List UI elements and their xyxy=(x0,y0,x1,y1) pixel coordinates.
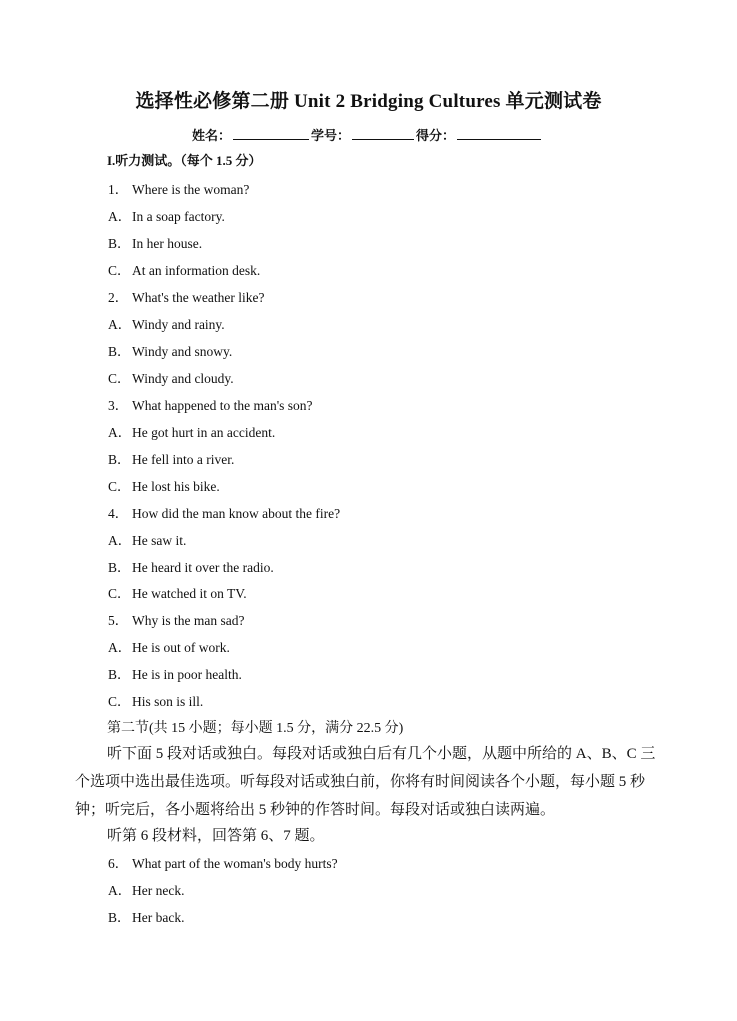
option-1c[interactable] xyxy=(108,259,260,279)
page-title: 选择性必修第二册 Unit 2 Bridging Cultures 单元测试卷 xyxy=(135,91,602,112)
option-label: B． xyxy=(108,667,131,682)
option-2c[interactable] xyxy=(108,367,234,387)
option-text: At an information desk. xyxy=(132,263,261,278)
student-id-blank[interactable] xyxy=(352,126,414,140)
question-number: 4． xyxy=(108,506,129,521)
option-text: He saw it. xyxy=(132,533,187,548)
material-note: 听第 6 段材料，回答第 6、7 题。 xyxy=(107,828,325,844)
student-id-label: 学号： xyxy=(311,128,351,143)
option-5a[interactable] xyxy=(108,636,230,656)
question-2 xyxy=(108,286,265,306)
question-text: How did the man know about the fire? xyxy=(132,506,341,521)
question-number: 3． xyxy=(108,398,129,413)
option-label: B． xyxy=(108,236,131,251)
option-label: C． xyxy=(108,479,131,494)
option-4b[interactable] xyxy=(108,556,274,576)
option-4a[interactable] xyxy=(108,529,186,549)
option-text: His son is ill. xyxy=(132,694,204,709)
option-text: He got hurt in an accident. xyxy=(132,425,276,440)
option-label: B． xyxy=(108,910,131,925)
part1-heading: I.听力测试。（每个 1.5 分） xyxy=(107,153,262,168)
name-blank[interactable] xyxy=(233,126,309,140)
option-label: A． xyxy=(108,883,132,898)
question-4 xyxy=(108,502,340,522)
option-text: He is out of work. xyxy=(132,640,230,655)
option-text: He is in poor health. xyxy=(132,667,242,682)
option-text: Her neck. xyxy=(132,883,185,898)
option-label: C． xyxy=(108,694,131,709)
option-text: Her back. xyxy=(132,910,185,925)
option-label: C． xyxy=(108,371,131,386)
option-label: B． xyxy=(108,560,131,575)
option-5b[interactable] xyxy=(108,663,242,683)
question-number: 2． xyxy=(108,290,129,305)
option-label: C． xyxy=(108,263,131,278)
option-text: In her house. xyxy=(132,236,203,251)
option-2b[interactable] xyxy=(108,340,232,360)
name-label: 姓名： xyxy=(192,128,232,143)
option-text: Windy and snowy. xyxy=(132,344,233,359)
option-label: B． xyxy=(108,344,131,359)
option-3b[interactable] xyxy=(108,448,234,468)
option-6b[interactable] xyxy=(108,906,184,926)
option-label: A． xyxy=(108,533,132,548)
option-6a[interactable] xyxy=(108,879,184,899)
option-2a[interactable] xyxy=(108,313,225,333)
option-1a[interactable] xyxy=(108,205,225,225)
option-text: Windy and rainy. xyxy=(132,317,225,332)
option-text: He fell into a river. xyxy=(132,452,235,467)
score-label: 得分： xyxy=(416,128,456,143)
option-label: A． xyxy=(108,425,132,440)
option-3c[interactable] xyxy=(108,475,220,495)
option-text: In a soap factory. xyxy=(132,209,225,224)
question-text: Why is the man sad? xyxy=(132,613,245,628)
option-label: A． xyxy=(108,209,132,224)
question-5 xyxy=(108,609,244,629)
option-4c[interactable] xyxy=(108,582,247,602)
question-text: What happened to the man's son? xyxy=(132,398,313,413)
option-text: He watched it on TV. xyxy=(132,586,247,601)
option-text: Windy and cloudy. xyxy=(132,371,234,386)
question-number: 5． xyxy=(108,613,129,628)
question-text: What part of the woman's body hurts? xyxy=(132,856,338,871)
section2-heading: 第二节(共 15 小题；每小题 1.5 分，满分 22.5 分) xyxy=(107,721,404,736)
question-text: Where is the woman? xyxy=(132,182,250,197)
question-3 xyxy=(108,394,313,414)
option-label: C． xyxy=(108,586,131,601)
question-1 xyxy=(108,178,249,198)
section2-instructions: 听下面 5 段对话或独白。每段对话或独白后有几个小题，从题中所给的 A、B、C 三个选项中选出最佳选项。听每段对话或独白前，你将有时间阅读各个小题，每小题 5 秒钟；听完后，各小题将给出 5 秒钟的作答时间。每段对话或独白读两遍。 xyxy=(75,746,656,818)
option-1b[interactable] xyxy=(108,232,202,252)
option-text: He heard it over the radio. xyxy=(132,560,274,575)
option-text: He lost his bike. xyxy=(132,479,220,494)
option-3a[interactable] xyxy=(108,421,275,441)
option-label: B． xyxy=(108,452,131,467)
student-info-line xyxy=(192,125,543,144)
question-number: 6． xyxy=(108,856,129,871)
option-label: A． xyxy=(108,317,132,332)
question-6 xyxy=(108,852,338,872)
option-5c[interactable] xyxy=(108,690,203,710)
question-text: What's the weather like? xyxy=(132,290,265,305)
option-label: A． xyxy=(108,640,132,655)
question-number: 1． xyxy=(108,182,129,197)
score-blank[interactable] xyxy=(457,126,541,140)
